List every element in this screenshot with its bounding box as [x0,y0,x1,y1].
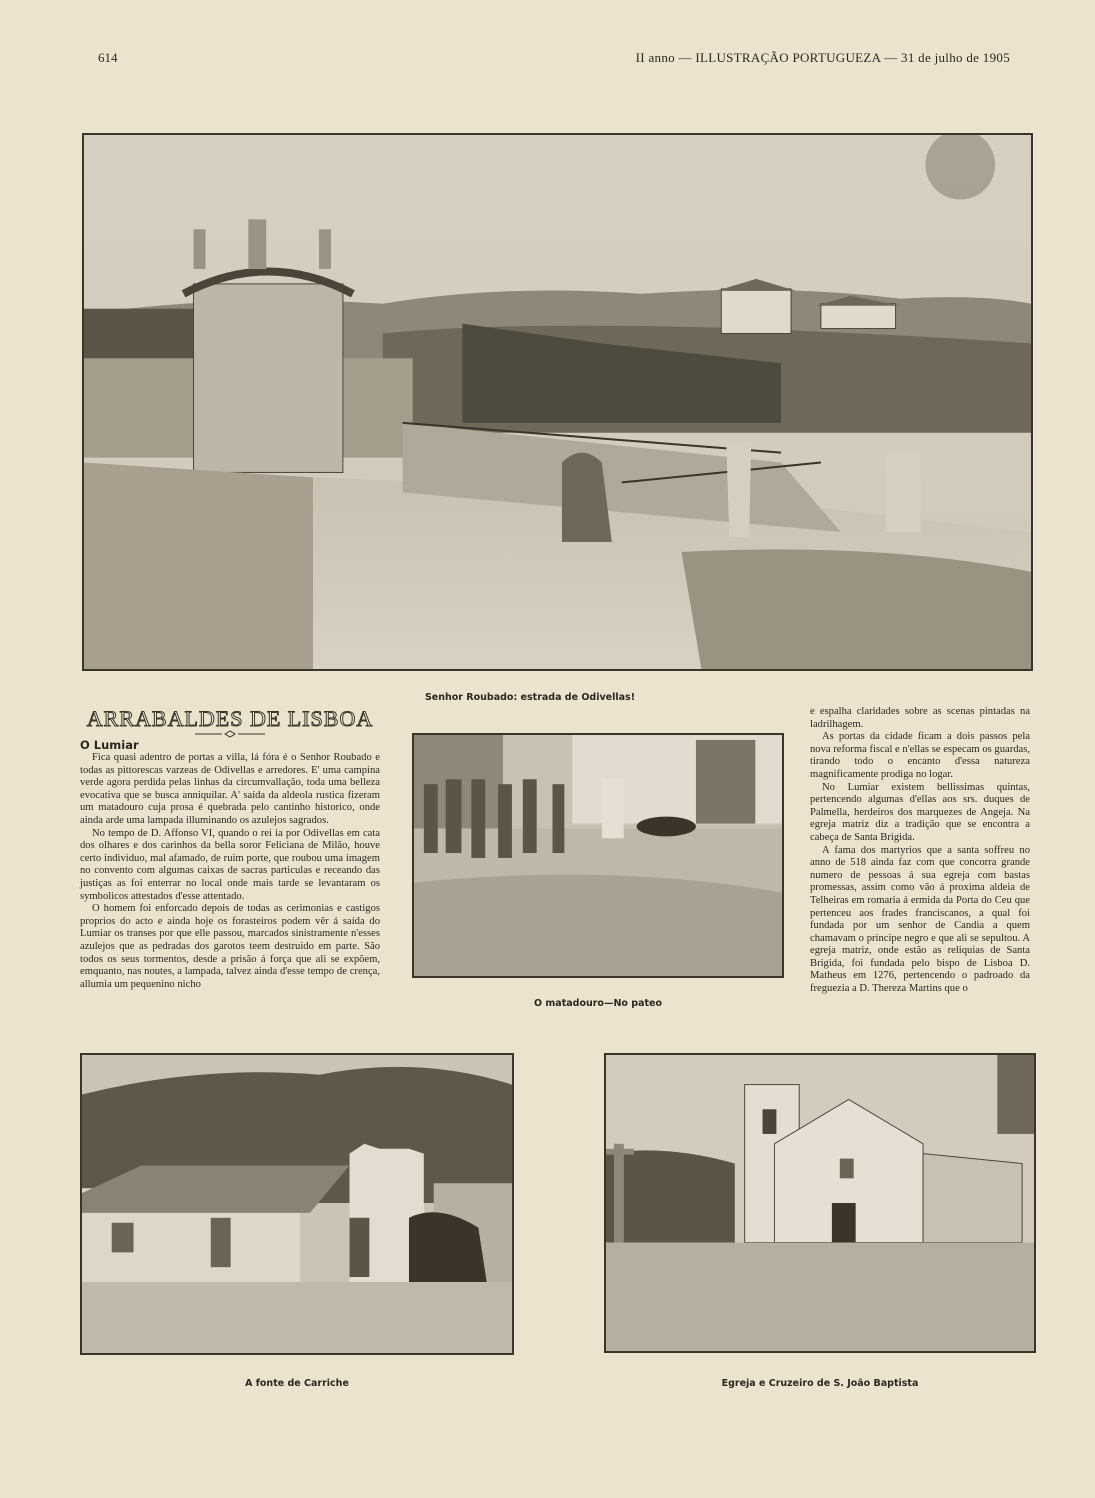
running-head: II anno — ILLUSTRAÇÃO PORTUGUEZA — 31 de julho de 1905 [635,50,1010,65]
paragraph: O homem foi enforcado depois de todas as cerimonias e castigos proprios do acto e ainda hoje os forasteiros podem vêr á saída do Lumiar os transes por que elle passou, marcados sinistramente n'esses azulejos que as pedradas dos garotos teem destruido em parte. São todos os seus tormentos, desde a prisão á força que ali se expõem, emquanto, nas noutes, a lampada, talvez ainda d'esse tempo de crença, allumia um pequenino nicho [80,903,380,990]
page-header [98,50,1010,70]
caption-middle: O matadouro—No pateo [534,998,662,1009]
photo-egreja-sao-joao [604,1053,1036,1353]
article-title: ARRABALDES DE LISBOA [86,706,374,731]
text-column-3 [810,706,1030,996]
paragraph: No Lumiar existem bellissimas quintas, pertencendo algumas d'ellas aos srs. duques de Palmella, herdeiros dos marquezes de Angeja. Na egreja matriz diz a tradição que se encontra a cabeça de Santa Brigida. [810,781,1030,843]
photo-fonte-carriche [80,1053,514,1355]
photo-matadouro [412,733,784,978]
text-column-1 [80,752,380,991]
paragraph: A fama dos martyrios que a santa soffreu no anno de 518 ainda faz com que concorra grande numero de pessoas á sua egreja com bastas promessas, assim como vão á proxima aldeia de Telheiras em romaria á ermida da Porta do Ceu que pertenceu aos frades franciscanos, a qual foi fundada por um senhor de Candia a quem chamavam o principe negro e que ali se sepultou. A egreja matriz, onde estão as reliquias de Santa Brigida, foi fundada pelo bispo de Lisboa D. Matheus em 1276, pertencendo o padroado da freguezia a D. Thereza Martins que o [810,844,1030,995]
page-number: 614 [98,50,118,65]
title-ornament [195,730,265,738]
paragraph: No tempo de D. Affonso VI, quando o rei ia por Odivellas em cata dos olhares e dos carinhos da bella soror Feliciana de Milão, houve certo individuo, mal afamado, de ruim porte, que roubou uma imagem no convento com algumas caixas de sacras particulas e receando das justiças as foi enterrar no local onde mais tarde se levantaram os symbolicos attestados d'esse attentado. [80,827,380,902]
caption-top: Senhor Roubado: estrada de Odivellas! [424,692,636,703]
paragraph: Fica quasi adentro de portas a villa, lá fóra é o Senhor Roubado e todas as pittorescas varzeas de Odivellas e arredores. E' uma campina verde agora perdida pelas linhas da circumvallação, toda uma belleza evocativa que se busca anniquilar. A' saída da aldeola rustica fizeram um matadouro cuja prosa é quebrada pelo cantinho historico, onde ainda arde uma lampada illuminando os azulejos sagrados. [80,752,380,826]
article-subtitle: O Lumiar [80,738,139,752]
photo-senhor-roubado [82,133,1033,671]
paragraph: As portas da cidade ficam a dois passos pela nova reforma fiscal e n'ellas se especam os guardas, tirando todo o encanto d'essa natureza magnificamente prodiga no logar. [810,731,1030,780]
caption-bottom-right: Egreja e Cruzeiro de S. João Baptista [721,1378,919,1389]
caption-bottom-left: A fonte de Carriche [245,1378,349,1389]
paragraph: e espalha claridades sobre as scenas pintadas na ladrilhagem. [810,706,1030,730]
